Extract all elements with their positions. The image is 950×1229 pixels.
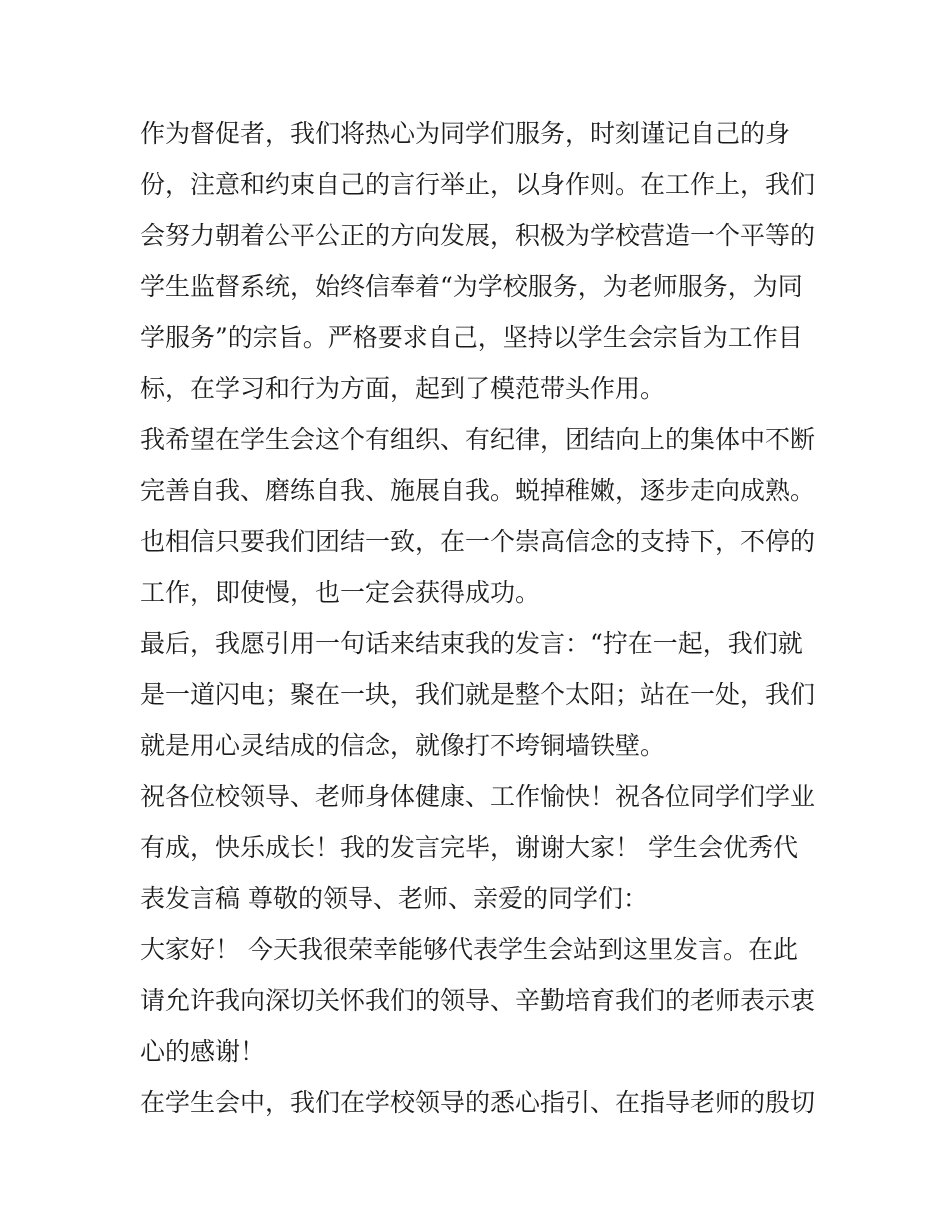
text-line: 最后，我愿引用一句话来结束我的发言：“拧在一起，我们就	[140, 629, 803, 658]
text-line: 大家好！ 今天我很荣幸能够代表学生会站到这里发言。在此	[140, 935, 798, 964]
text-line: 标，在学习和行为方面，起到了模范带头作用。	[140, 374, 666, 403]
text-line: 表发言稿 尊敬的领导、老师、亲爱的同学们：	[140, 884, 648, 913]
text-line: 完善自我、磨练自我、施展自我。蜕掉稚嫩，逐步走向成熟。	[140, 476, 816, 505]
text-line: 学生监督系统，始终信奉着“为学校服务，为老师服务，为同	[140, 272, 803, 301]
text-line: 是一道闪电；聚在一块，我们就是整个太阳；站在一处，我们	[140, 680, 816, 709]
document-body	[140, 108, 820, 1128]
text-line: 有成，快乐成长！我的发言完毕，谢谢大家！ 学生会优秀代	[140, 833, 798, 862]
text-line: 祝各位校领导、老师身体健康、工作愉快！祝各位同学们学业	[140, 782, 816, 811]
text-line: 就是用心灵结成的信念，就像打不垮铜墙铁壁。	[140, 731, 666, 760]
text-line: 学服务”的宗旨。严格要求自己，坚持以学生会宗旨为工作目	[140, 323, 803, 352]
text-line: 份，注意和约束自己的言行举止，以身作则。在工作上，我们	[140, 170, 816, 199]
text-line: 也相信只要我们团结一致，在一个崇高信念的支持下，不停的	[140, 527, 816, 556]
text-line: 工作，即使慢，也一定会获得成功。	[140, 578, 541, 607]
text-line: 心的感谢！	[140, 1037, 266, 1066]
text-line: 请允许我向深切关怀我们的领导、辛勤培育我们的老师表示衷	[140, 986, 816, 1015]
text-line: 我希望在学生会这个有组织、有纪律，团结向上的集体中不断	[140, 425, 816, 454]
text-line: 在学生会中，我们在学校领导的悉心指引、在指导老师的殷切	[140, 1088, 816, 1117]
text-line: 作为督促者，我们将热心为同学们服务，时刻谨记自己的身	[140, 119, 791, 148]
text-line: 会努力朝着公平公正的方向发展，积极为学校营造一个平等的	[140, 221, 816, 250]
